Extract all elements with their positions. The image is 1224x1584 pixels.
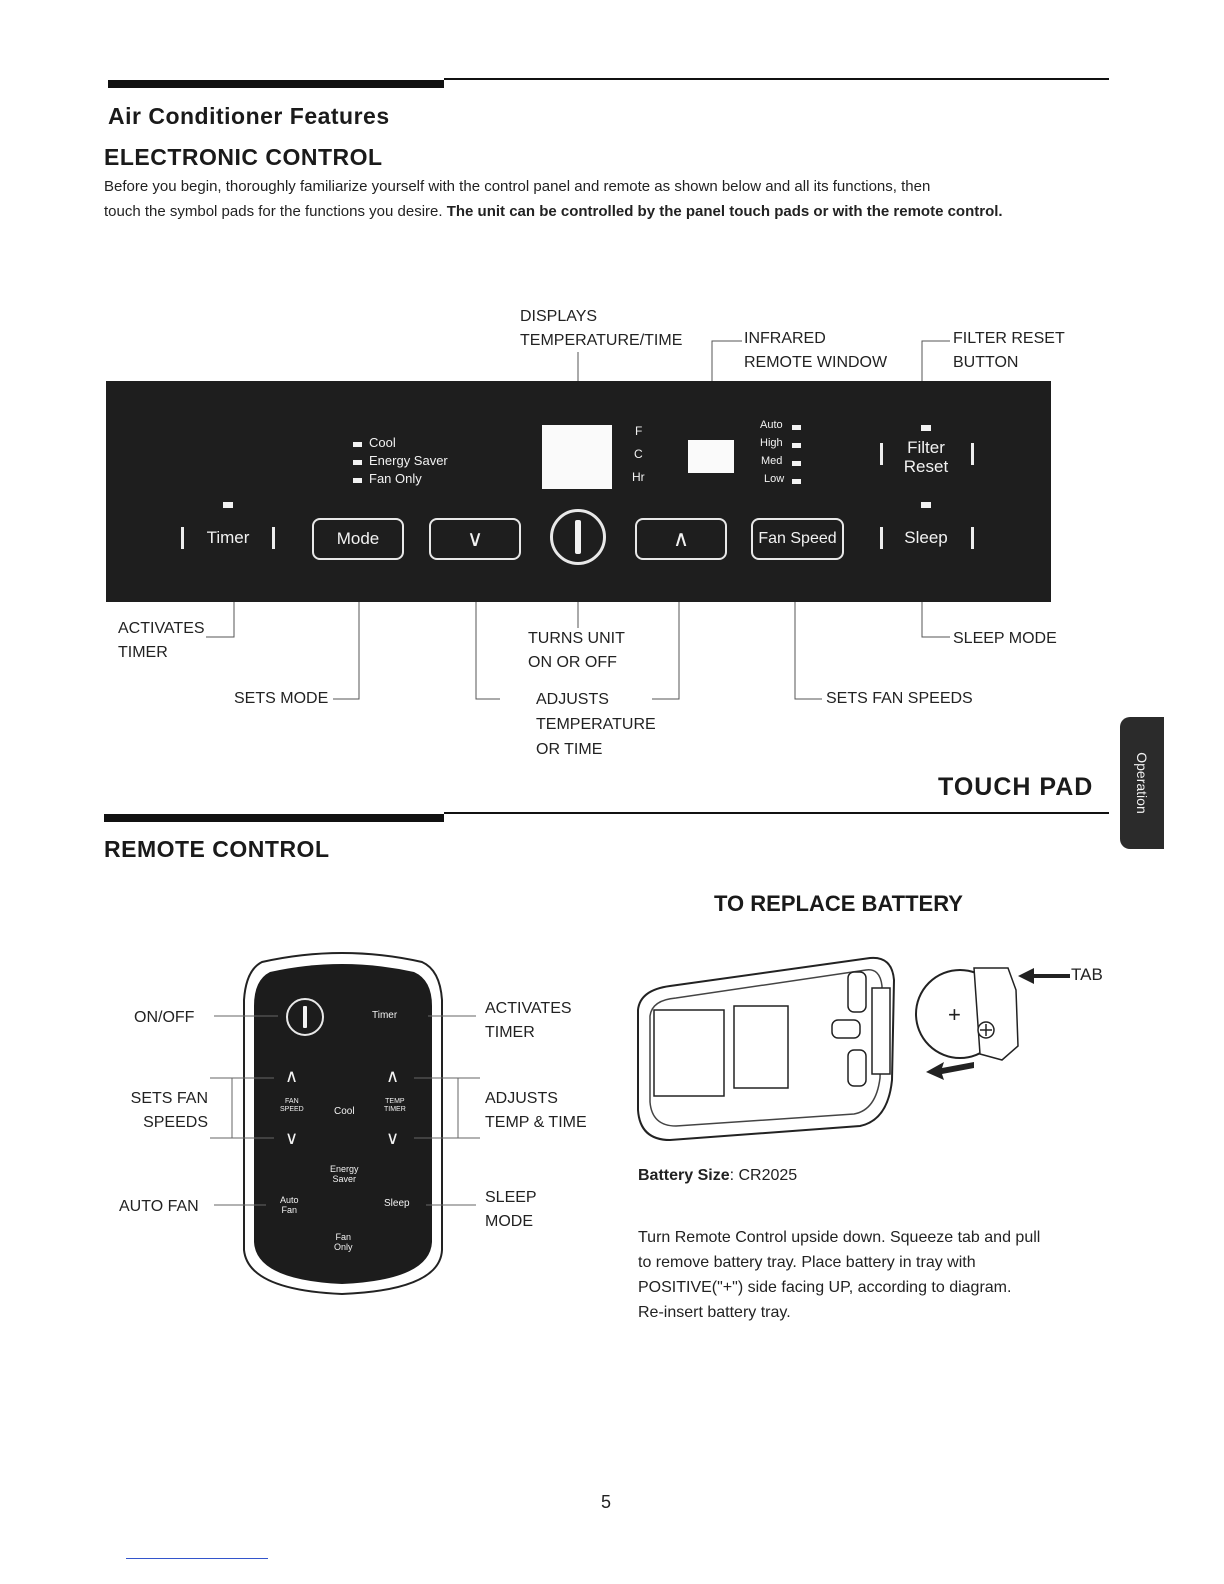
remote-temp-timer-label bbox=[384, 1098, 406, 1114]
remote-label-sets-fan bbox=[130, 1087, 208, 1135]
remote-power-icon bbox=[302, 1006, 308, 1028]
power-icon bbox=[573, 520, 583, 554]
svg-text:+: + bbox=[948, 1002, 961, 1027]
callout-activates-timer bbox=[118, 617, 205, 665]
remote-label-auto-fan: AUTO FAN bbox=[119, 1198, 199, 1215]
indicator-med: Med bbox=[761, 455, 783, 467]
battery-instructions-line3: POSITIVE("+") side facing UP, according to diagram. bbox=[638, 1279, 1012, 1296]
unit-c: C bbox=[634, 447, 643, 461]
intro-line-2b: The unit can be controlled by the panel touch pads or with the remote control. bbox=[446, 203, 1003, 220]
remote-timer-button[interactable]: Timer bbox=[372, 1010, 398, 1021]
remote-rule-thin bbox=[444, 812, 1109, 814]
up-button[interactable]: ∧ bbox=[635, 518, 727, 560]
led-high bbox=[792, 443, 801, 448]
battery-instructions-line1: Turn Remote Control upside down. Squeeze tab and pull bbox=[638, 1229, 1041, 1246]
callout-adjusts-line1: ADJUSTS bbox=[536, 691, 609, 708]
timer-bar-right bbox=[272, 527, 275, 549]
temperature-display bbox=[542, 425, 612, 489]
remote-label-sleep bbox=[485, 1186, 537, 1234]
led-fan-only bbox=[353, 478, 362, 483]
touch-pad-label: TOUCH PAD bbox=[938, 773, 1094, 801]
remote-label-sleep-line1: SLEEP bbox=[485, 1189, 537, 1206]
led-filter bbox=[921, 425, 931, 431]
operation-side-tab[interactable] bbox=[1120, 717, 1164, 849]
remote-fan-up-icon[interactable]: ∧ bbox=[285, 1066, 299, 1086]
remote-energy-saver-button[interactable] bbox=[330, 1164, 359, 1184]
remote-label-adjusts-line2: TEMP & TIME bbox=[485, 1114, 587, 1131]
remote-auto-fan-line2: Fan bbox=[281, 1205, 298, 1215]
callout-infrared-line2: REMOTE WINDOW bbox=[744, 354, 888, 371]
callout-filter-reset-line1: FILTER RESET bbox=[953, 330, 1065, 347]
callout-sets-mode: SETS MODE bbox=[234, 690, 329, 707]
battery-diagram bbox=[630, 950, 1110, 1150]
remote-label-sets-fan-line2: SPEEDS bbox=[143, 1114, 208, 1131]
intro-line-2a: touch the symbol pads for the functions you desire. bbox=[104, 203, 447, 220]
timer-bar-left bbox=[181, 527, 184, 549]
infrared-remote-window bbox=[688, 440, 734, 473]
remote-energy-saver-line2: Saver bbox=[332, 1174, 357, 1184]
indicator-cool: Cool bbox=[369, 435, 396, 450]
callout-infrared-line1: INFRARED bbox=[744, 330, 826, 347]
remote-auto-fan-line1: Auto bbox=[280, 1195, 299, 1205]
remote-fan-only-line2: Only bbox=[334, 1242, 353, 1252]
callout-activates-timer-line1: ACTIVATES bbox=[118, 620, 205, 637]
remote-fan-only-button[interactable] bbox=[334, 1232, 353, 1252]
remote-label-sleep-line2: MODE bbox=[485, 1213, 533, 1230]
page-number: 5 bbox=[601, 1492, 612, 1512]
sleep-button[interactable]: Sleep bbox=[904, 528, 948, 547]
battery-size-label: Battery Size bbox=[638, 1167, 730, 1184]
page-title: Air Conditioner Features bbox=[108, 103, 390, 129]
filter-reset-label-1: Filter bbox=[907, 438, 945, 457]
led-med bbox=[792, 461, 801, 466]
callout-sleep-mode: SLEEP MODE bbox=[953, 630, 1057, 647]
led-low bbox=[792, 479, 801, 484]
remote-label-activates-timer bbox=[485, 997, 572, 1045]
remote-temp-up-icon[interactable]: ∧ bbox=[386, 1066, 400, 1086]
remote-label-adjusts bbox=[485, 1087, 587, 1135]
remote-fan-speed-line2: SPEED bbox=[280, 1106, 304, 1113]
indicator-high: High bbox=[760, 437, 783, 449]
mode-button[interactable]: Mode bbox=[312, 518, 404, 560]
callout-filter-reset-line2: BUTTON bbox=[953, 354, 1019, 371]
power-button[interactable] bbox=[550, 509, 606, 565]
down-button[interactable]: ∨ bbox=[429, 518, 521, 560]
remote-rule-thick bbox=[104, 814, 444, 822]
unit-f: F bbox=[635, 424, 643, 438]
indicator-low: Low bbox=[764, 473, 785, 485]
indicator-energy-saver: Energy Saver bbox=[369, 453, 448, 468]
callout-turns-unit bbox=[528, 627, 625, 675]
filter-reset-label-2: Reset bbox=[903, 457, 949, 476]
remote-temp-timer-line1: TEMP bbox=[385, 1098, 405, 1105]
remote-label-activates-timer-line2: TIMER bbox=[485, 1024, 535, 1041]
callout-activates-timer-line2: TIMER bbox=[118, 644, 168, 661]
callout-turns-unit-line2: ON OR OFF bbox=[528, 654, 617, 671]
unit-hr: Hr bbox=[632, 470, 645, 484]
remote-fan-speed-line1: FAN bbox=[285, 1098, 299, 1105]
led-energy-saver bbox=[353, 460, 362, 465]
callout-turns-unit-line1: TURNS UNIT bbox=[528, 630, 625, 647]
remote-sleep-button[interactable]: Sleep bbox=[384, 1198, 410, 1209]
remote-auto-fan-button[interactable] bbox=[280, 1195, 299, 1215]
section-title-electronic-control: ELECTRONIC CONTROL bbox=[104, 144, 383, 170]
battery-instructions-line4: Re-insert battery tray. bbox=[638, 1304, 791, 1321]
callout-sets-fan-speeds: SETS FAN SPEEDS bbox=[826, 690, 973, 707]
remote-label-on-off: ON/OFF bbox=[134, 1009, 195, 1026]
remote-fan-down-icon[interactable]: ∨ bbox=[285, 1128, 299, 1148]
remote-label-activates-timer-line1: ACTIVATES bbox=[485, 1000, 572, 1017]
led-timer bbox=[223, 502, 233, 508]
led-sleep bbox=[921, 502, 931, 508]
battery-title: TO REPLACE BATTERY bbox=[714, 891, 963, 916]
fan-speed-button[interactable]: Fan Speed bbox=[751, 518, 844, 560]
indicator-fan-only: Fan Only bbox=[369, 471, 422, 486]
callout-displays-line1: DISPLAYS bbox=[520, 308, 598, 325]
timer-button[interactable]: Timer bbox=[206, 528, 250, 547]
operation-side-tab-label: Operation bbox=[1134, 752, 1150, 814]
remote-label-sets-fan-line1: SETS FAN bbox=[130, 1090, 208, 1107]
battery-size-value: : CR2025 bbox=[729, 1167, 798, 1184]
footer-rule bbox=[126, 1558, 268, 1559]
filter-bar-right bbox=[971, 443, 974, 465]
remote-temp-down-icon[interactable]: ∨ bbox=[386, 1128, 400, 1148]
indicator-auto: Auto bbox=[760, 419, 783, 431]
callout-adjusts bbox=[536, 687, 656, 762]
battery-size bbox=[638, 1163, 797, 1188]
touch-pad-panel bbox=[106, 381, 1051, 602]
sleep-bar-left bbox=[880, 527, 883, 549]
filter-reset-button[interactable] bbox=[901, 436, 951, 478]
led-auto bbox=[792, 425, 801, 430]
remote-fan-speed-label bbox=[280, 1098, 304, 1114]
remote-power-button[interactable] bbox=[286, 998, 324, 1036]
section-title-remote-control: REMOTE CONTROL bbox=[104, 836, 330, 862]
filter-bar-left bbox=[880, 443, 883, 465]
remote-fan-only-line1: Fan bbox=[335, 1232, 352, 1242]
battery-instructions-line2: to remove battery tray. Place battery in tray with bbox=[638, 1254, 976, 1271]
sleep-bar-right bbox=[971, 527, 974, 549]
led-cool bbox=[353, 442, 362, 447]
remote-temp-timer-line2: TIMER bbox=[384, 1106, 406, 1113]
battery-instructions bbox=[638, 1225, 1040, 1325]
callout-adjusts-line3: OR TIME bbox=[536, 741, 603, 758]
remote-energy-saver-line1: Energy bbox=[330, 1164, 359, 1174]
intro-line-1: Before you begin, thoroughly familiarize yourself with the control panel and remote as shown below and all its functions, then bbox=[104, 178, 931, 195]
remote-cool-button[interactable]: Cool bbox=[334, 1106, 355, 1117]
remote-label-adjusts-line1: ADJUSTS bbox=[485, 1090, 558, 1107]
callout-displays-line2: TEMPERATURE/TIME bbox=[520, 332, 683, 349]
callout-adjusts-line2: TEMPERATURE bbox=[536, 716, 656, 733]
battery-tab-label: TAB bbox=[1071, 965, 1103, 984]
